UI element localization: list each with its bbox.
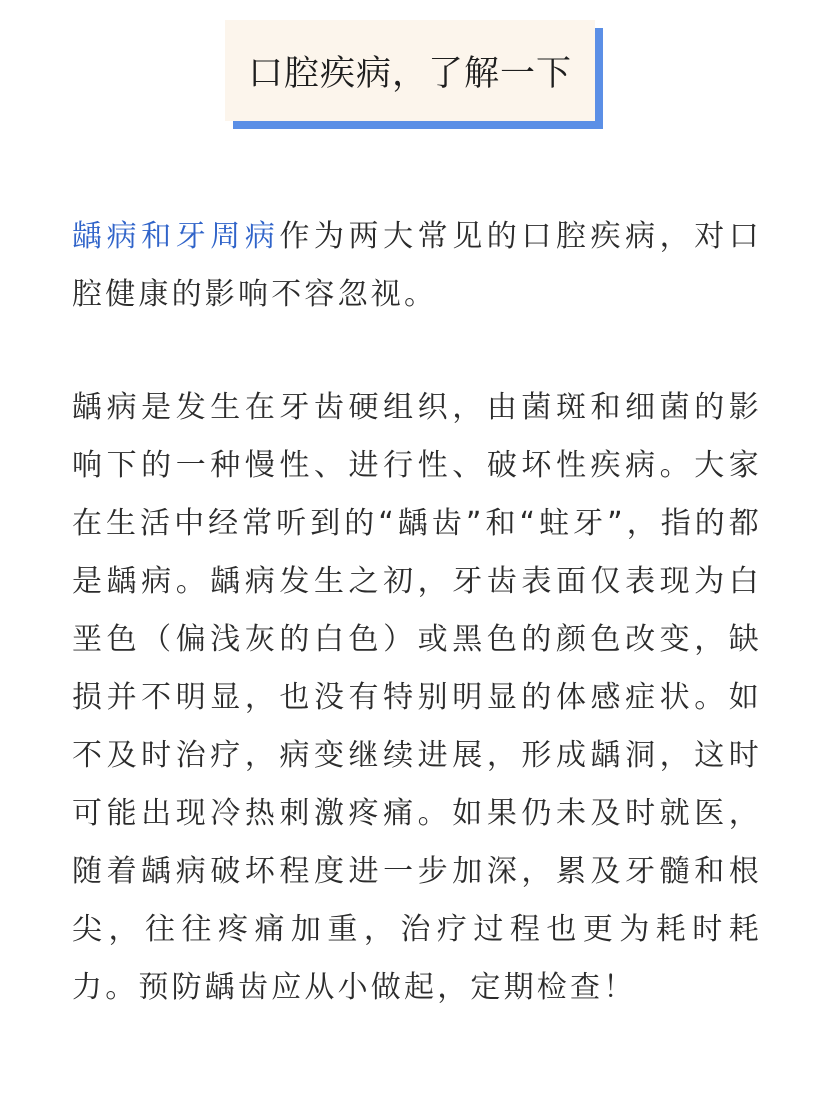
- article-body: [72, 208, 762, 1072]
- intro-paragraph: [72, 208, 762, 324]
- highlight-term: 龋病和牙周病: [72, 219, 280, 254]
- page-title: 口腔疾病，了解一下: [225, 20, 595, 121]
- intro-text: 作为两大常见的口腔疾病，对口腔健康的影响不容忽视。: [72, 219, 762, 312]
- caries-paragraph: 龋病是发生在牙齿硬组织，由菌斑和细菌的影响下的一种慢性、进行性、破坏性疾病。大家在生活中经常听到的“龋齿”和“蛀牙”，指的都是龋病。龋病发生之初，牙齿表面仅表现为白垩色（偏浅灰的白色）或黑色的颜色改变，缺损并不明显，也没有特别明显的体感症状。如不及时治疗，病变继续进展，形成龋洞，这时可能出现冷热刺激疼痛。如果仍未及时就医，随着龋病破坏程度进一步加深，累及牙髓和根尖，往往疼痛加重，治疗过程也更为耗时耗力。预防龋齿应从小做起，定期检查！: [72, 390, 762, 1005]
- title-card: [225, 20, 603, 129]
